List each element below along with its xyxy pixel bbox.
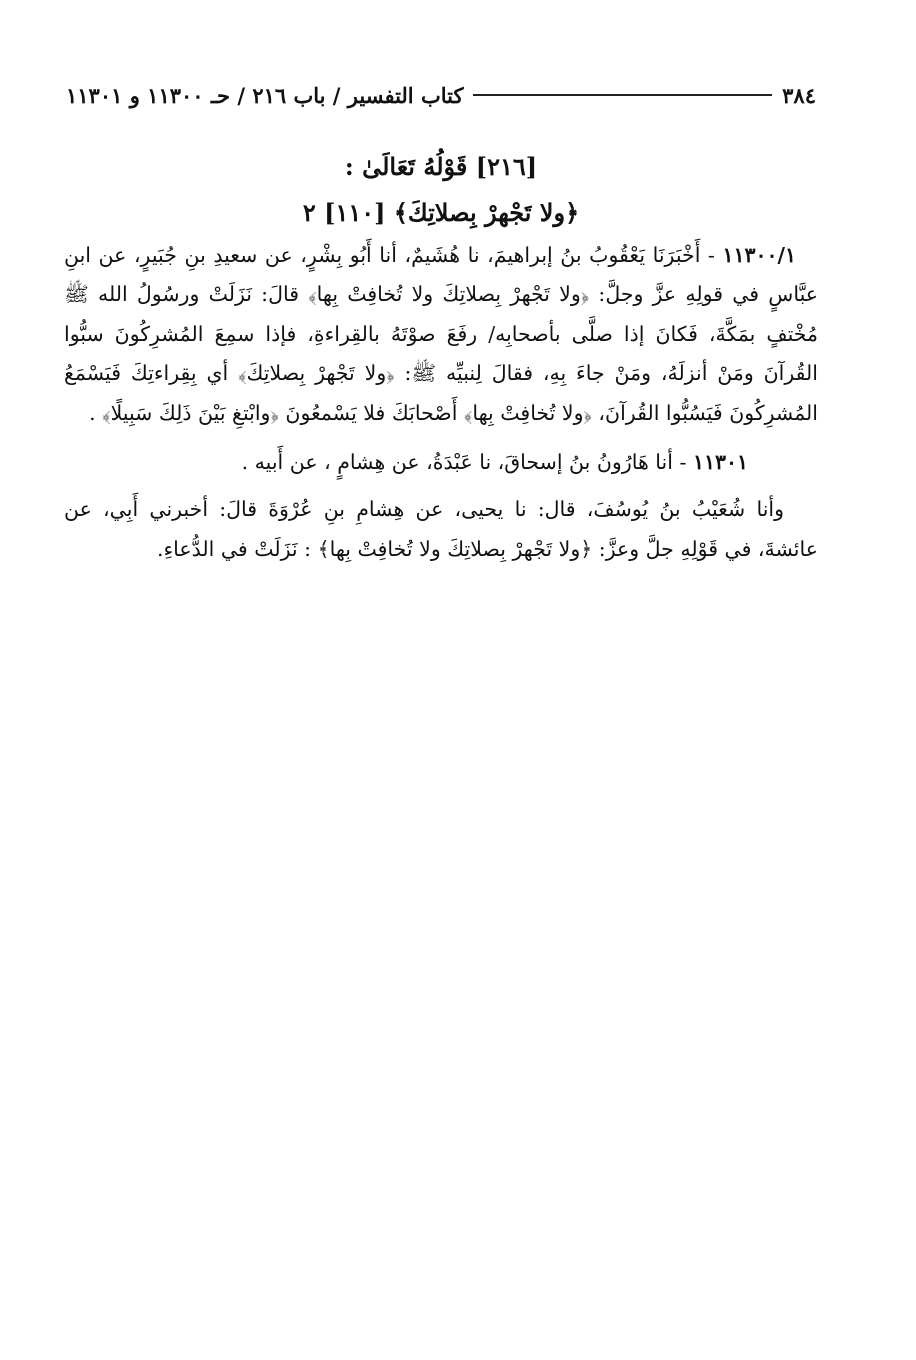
running-header: [66, 78, 816, 112]
hadith-text: - أَخْبَرَنَا يَعْقُوبُ بنُ إبراهيمَ، نا هُشَيمٌ، أنا أَبُو بِشْرٍ، عن سعيدِ بنِ جُبَيرٍ، عن ابنِ عبَّاسٍ في قولِهِ عزَّ وجلَّ: ﴿ولا تَجْهرْ بِصلاتِكَ ولا تُخافِتْ بِها﴾ قالَ: نَزَلَتْ ورسُولُ الله ﷺ مُخْتفٍ بمَكَّةَ، فَكانَ إذا صلَّى بأصحابِه/ رفَعَ صوْتَهُ بالقِراءةِ، فإذا سمِعَ المُشرِكُونَ سبُّوا القُرآنَ ومَنْ أنزلَهُ، ومَنْ جاءَ بِهِ، فقالَ لِنبيِّه ﷺ: ﴿ولا تَجْهرْ بِصلاتِكَ﴾ أي بِقِراءتِكَ فَيَسْمَعُ المُشرِكُونَ فَيَسُبُّوا القُرآنَ، ﴿ولا تُخافِتْ بِها﴾ أَصْحابَكَ فلا يَسْمعُونَ ﴿وابْتغِ بَيْنَ ذَلِكَ سَبِيلًا﴾ .: [64, 243, 818, 425]
running-title: كتاب التفسير / باب ٢١٦ / حـ ١١٣٠٠ و ١١٣٠١: [66, 82, 464, 108]
hadith-text: - أنا هَارُونُ بنُ إسحاقَ، نا عَبْدَةُ، عن هِشامٍ ، عن أَبيه .: [241, 450, 687, 475]
page-number: ٣٨٤: [782, 82, 816, 108]
chapter-heading: [66, 144, 816, 236]
header-rule: [473, 94, 772, 96]
hadith-11301: [64, 443, 818, 482]
chapter-verse: ﴿ولا تَجْهرْ بِصلاتِكَ﴾ [١١٠] ٢: [302, 198, 580, 227]
hadith-11300: [64, 236, 818, 433]
hadith-number: ١١٣٠١: [692, 450, 748, 475]
hadith-11301-continuation: وأنا شُعَيْبُ بنُ يُوسُفَ، قال: نا يحيى، عن هِشامِ بنِ عُرْوَةَ قالَ: أخبرني أَبِي، عن عائشةَ، في قَوْلِهِ جلَّ وعزَّ: ﴿ولا تَجْهرْ بِصلاتِكَ ولا تُخافِتْ بِها﴾ : نَزَلَتْ في الدُّعاءِ.: [64, 497, 818, 561]
body-text: [64, 236, 818, 569]
chapter-title: [٢١٦] قَوْلُهُ تَعَالَىٰ :: [344, 152, 538, 181]
hadith-number: ١١٣٠٠/١: [722, 243, 796, 267]
